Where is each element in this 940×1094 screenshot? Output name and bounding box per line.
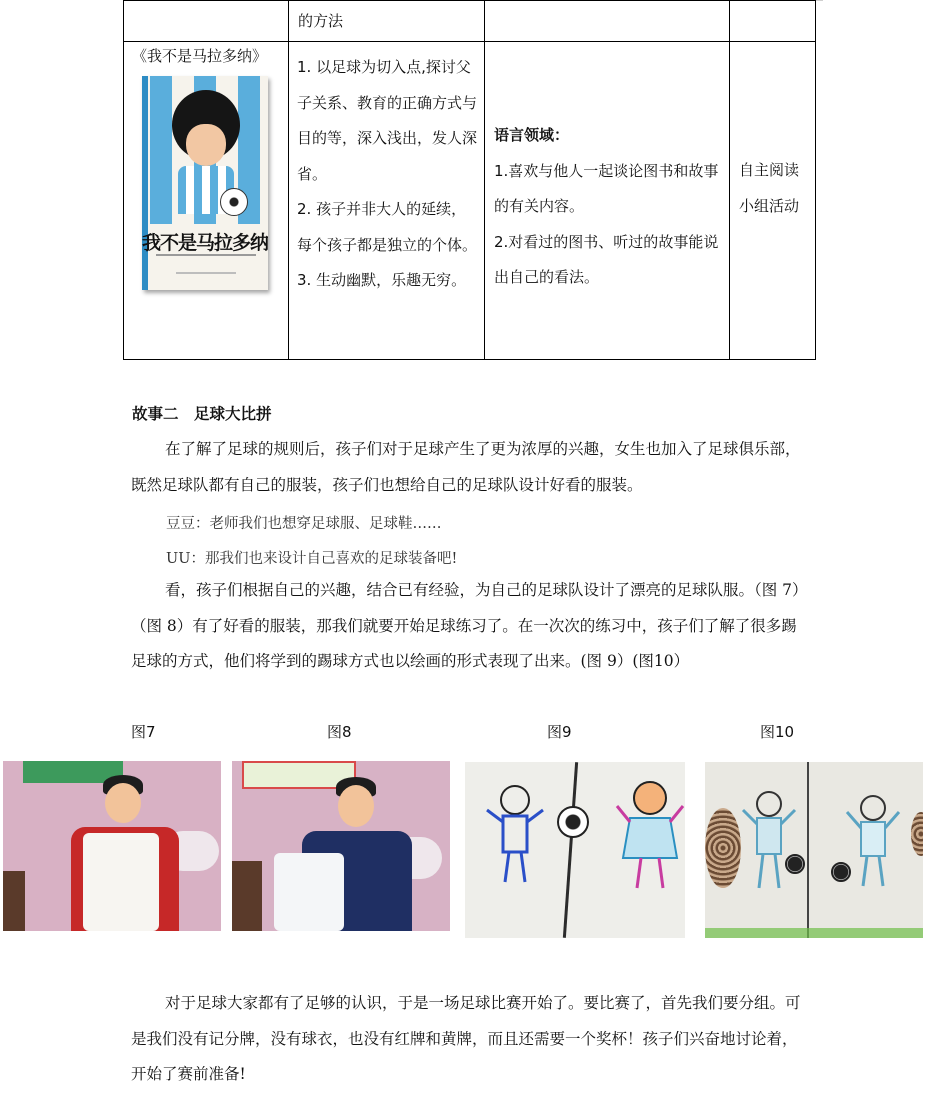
midfield-line — [563, 762, 578, 938]
domain-cell — [485, 42, 730, 360]
table-cell — [124, 1, 289, 42]
drawn-player — [845, 792, 901, 892]
book-title: 《我不是马拉多纳》 — [132, 47, 268, 65]
drawn-jersey — [274, 853, 344, 931]
midfield-line — [807, 762, 809, 938]
figure-label: 图7 — [131, 723, 156, 741]
book-cover-image — [142, 76, 268, 290]
table-row — [124, 1, 816, 42]
activity-item: 自主阅读 — [739, 161, 800, 179]
dialog-line: UU：那我们也来设计自己喜欢的足球装备吧! — [166, 551, 458, 567]
points-cell — [289, 42, 485, 360]
drawn-player — [741, 788, 797, 898]
photo-figure-9 — [465, 762, 685, 938]
table-cell — [485, 1, 730, 42]
figure-label: 图8 — [327, 723, 352, 741]
point-item: 3. 生动幽默，乐趣无穷。 — [297, 271, 467, 289]
cover-football — [220, 188, 248, 216]
table-cell-method: 的方法 — [289, 1, 485, 42]
cover-publisher-line — [176, 272, 236, 274]
drawn-player — [615, 776, 685, 896]
book-cell — [124, 42, 289, 360]
cover-stripe — [150, 76, 172, 224]
paragraph-text: 看，孩子们根据自己的兴趣，结合已有经验，为自己的足球队设计了漂亮的足球队服。（图 7）（图 8）有了好看的服装，那我们就要开始足球练习了。在一次次的练习中，孩子们了解了很多踢足球的方式，他们将学到的踢球方式也以绘画的形式表现了出来。(图 9）(图10） — [131, 581, 800, 670]
drawn-goal-right — [911, 812, 923, 856]
child-face — [338, 785, 374, 827]
cover-face — [186, 124, 226, 166]
activity-cell — [730, 42, 816, 360]
paragraph-text: 在了解了足球的规则后，孩子们对于足球产生了更为浓厚的兴趣，女生也加入了足球俱乐部，既然足球队都有自己的服装，孩子们也想给自己的足球队设计好看的服装。 — [131, 440, 801, 494]
domain-item: 1.喜欢与他人一起谈论图书和故事的有关内容。 — [494, 161, 719, 215]
table-row — [124, 42, 816, 360]
drawn-player — [485, 782, 545, 892]
figure-label: 图9 — [547, 723, 572, 741]
cover-title: 我不是马拉多纳 — [142, 232, 268, 254]
paragraph — [131, 432, 803, 503]
point-item: 1. 以足球为切入点,探讨父子关系、教育的正确方式与目的等，深入浅出，发人深省。 — [297, 58, 478, 183]
drawn-grass — [705, 928, 923, 938]
table-cell — [730, 1, 816, 42]
photo-figure-10 — [705, 762, 923, 938]
figure-label: 图10 — [760, 723, 795, 741]
point-item: 2. 孩子并非大人的延续，每个孩子都是独立的个体。 — [297, 200, 478, 254]
domain-label: 语言领域： — [494, 126, 570, 144]
dialog-line: 豆豆：老师我们也想穿足球服、足球鞋…… — [166, 516, 442, 532]
drawn-ball — [557, 806, 589, 838]
domain-item: 2.对看过的图书、听过的故事能说出自己的看法。 — [494, 232, 719, 286]
photo-figure-7 — [3, 761, 221, 931]
piano — [3, 871, 25, 931]
cover-subtitle-line — [156, 254, 256, 256]
drawn-jersey — [83, 833, 159, 931]
section-title: 故事二 足球大比拼 — [132, 405, 272, 423]
paragraph — [131, 986, 803, 1093]
book-table — [123, 0, 816, 360]
paragraph — [131, 573, 803, 680]
photo-figure-8 — [232, 761, 450, 931]
activity-item: 小组活动 — [739, 196, 800, 215]
paragraph-text: 对于足球大家都有了足够的认识，于是一场足球比赛开始了。要比赛了，首先我们要分组。可是我们没有记分牌，没有球衣，也没有红牌和黄牌，而且还需要一个奖杯！孩子们兴奋地讨论着，开始了赛前准备! — [131, 994, 801, 1083]
shelf — [232, 861, 262, 931]
child-face — [105, 783, 141, 823]
drawn-goal-left — [705, 808, 741, 888]
